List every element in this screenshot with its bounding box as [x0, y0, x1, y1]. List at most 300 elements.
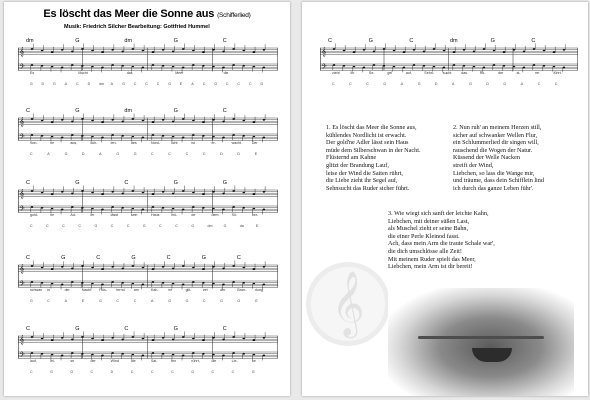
lyric-syllable: Bran- — [237, 288, 247, 292]
bass-note-name: C — [126, 224, 130, 228]
verse-line: die dich umschlösse alle Zeit! — [388, 247, 462, 255]
note-head — [513, 66, 516, 68]
bass-note-name: C — [554, 82, 558, 86]
lyric-syllable: Sil- — [231, 213, 237, 217]
note-head — [41, 50, 44, 52]
bass-note-name: G — [133, 152, 137, 156]
note-head — [31, 336, 34, 338]
note-head — [182, 336, 185, 338]
note-head — [182, 137, 185, 139]
note-head — [81, 353, 84, 355]
bass-note-name: G — [254, 299, 258, 303]
lyric-syllable-row — [18, 288, 278, 294]
chord-symbol: G — [368, 38, 373, 44]
verse-line: ein Schlummerlied dir singen will, — [453, 139, 539, 147]
note-head — [111, 352, 114, 354]
lyric-syllable: wacht. — [231, 141, 243, 145]
lyric-syllable: Son- — [30, 141, 38, 145]
note-head — [513, 49, 516, 51]
lyric-syllable: zet — [202, 288, 208, 292]
note-head — [172, 193, 175, 195]
verse-line: kühlendes Nordlicht ist erwacht. — [326, 131, 407, 139]
note-head — [192, 192, 195, 194]
chord-symbol: C — [328, 38, 332, 44]
clef-icon: 𝄞 — [321, 47, 327, 57]
note-head — [503, 65, 506, 67]
note-head — [91, 120, 94, 122]
lyric-syllable-row — [18, 359, 278, 365]
note-head — [232, 281, 235, 283]
note-head — [212, 119, 215, 121]
bass-note-name: C — [156, 82, 160, 86]
bass-note-name: G — [168, 299, 172, 303]
note-head — [172, 268, 175, 270]
bass-note-name: D — [260, 82, 264, 86]
note-head — [232, 265, 235, 267]
note-head — [132, 48, 135, 50]
bass-note-name: G — [214, 82, 218, 86]
note-head — [453, 64, 456, 66]
lyric-syllable: der — [220, 288, 226, 292]
note-head — [152, 352, 155, 354]
note-head — [142, 284, 145, 286]
verse-1 — [326, 124, 421, 192]
note-head — [162, 49, 165, 51]
note-head — [142, 137, 145, 139]
note-head — [31, 352, 34, 354]
note-head — [61, 119, 64, 121]
note-head — [152, 51, 155, 53]
bass-note-name: C — [202, 299, 206, 303]
note-head — [91, 338, 94, 340]
note-head — [353, 66, 356, 68]
note-head — [222, 193, 225, 195]
bass-note-name: G — [220, 299, 223, 303]
note-head — [463, 49, 466, 51]
lyric-syllable-row — [18, 141, 278, 147]
bass-note-name: G — [70, 370, 74, 374]
clef-icon: 𝄢 — [19, 133, 25, 143]
bass-note-name: C — [231, 370, 235, 374]
note-head — [172, 339, 175, 341]
bass-note-name: C — [248, 82, 252, 86]
note-head — [192, 64, 195, 66]
chord-symbol: G — [75, 326, 80, 332]
note-head — [553, 66, 556, 68]
bass-note-name: A — [64, 299, 67, 303]
lyric-syllable: löscht — [78, 71, 88, 75]
note-head — [212, 337, 215, 339]
note-head — [242, 207, 245, 209]
note-head — [121, 65, 124, 67]
lyric-syllable: gel — [387, 71, 393, 75]
lyric-syllable-row — [18, 71, 278, 77]
note-head — [192, 134, 195, 136]
chord-symbol: C — [124, 180, 129, 186]
note-head — [182, 284, 185, 286]
lyric-syllable: Sai- — [151, 359, 158, 363]
note-head — [111, 119, 114, 121]
note-head — [533, 64, 536, 66]
note-head — [263, 355, 266, 357]
lyric-syllable: Se- — [368, 71, 375, 75]
note-head — [192, 120, 195, 122]
note-head — [81, 190, 84, 192]
lyric-syllable: küh- — [90, 141, 98, 145]
note-head — [132, 118, 135, 120]
note-head — [132, 354, 135, 356]
note-head — [41, 207, 44, 209]
bass-note-name: C — [175, 224, 178, 228]
note-head — [202, 65, 205, 67]
bass-note-name: G — [99, 299, 102, 303]
note-head — [41, 135, 44, 137]
bass-note-name: C — [47, 299, 50, 303]
note-head — [232, 118, 235, 120]
bass-note-name: C — [332, 82, 335, 86]
note-head — [242, 267, 245, 269]
verse-line: glitzt der Brandung Lauf, — [326, 161, 389, 169]
note-head — [101, 209, 104, 211]
chord-symbol: G — [222, 180, 228, 186]
lyric-syllable: sucht — [442, 71, 452, 75]
chord-symbol: G — [75, 180, 80, 186]
note-head — [383, 48, 386, 50]
note-head — [483, 48, 486, 50]
chord-symbol: G — [61, 255, 66, 261]
note-head — [31, 134, 34, 136]
lyric-syllable: ler — [90, 213, 95, 217]
note-head — [31, 118, 34, 120]
chord-symbol: C — [236, 255, 241, 261]
lyric-syllable: glit- — [185, 288, 192, 292]
lyric-syllable: Es — [30, 71, 35, 75]
lyric-syllable: das — [461, 71, 468, 75]
chord-symbol: G — [173, 38, 178, 44]
bass-note-name: C — [30, 370, 33, 374]
note-head — [222, 209, 225, 211]
lyric-syllable: ber- — [251, 213, 259, 217]
chord-symbol: C — [96, 255, 101, 261]
note-head — [111, 337, 114, 339]
lyric-syllable: dung — [254, 288, 263, 292]
music-system-1 — [18, 38, 278, 90]
note-head — [121, 353, 124, 355]
note-head — [81, 265, 84, 267]
lyric-syllable: Nord- — [151, 141, 160, 145]
bass-note-name: A — [191, 82, 194, 86]
note-head — [121, 207, 124, 209]
note-head — [182, 118, 185, 120]
note-head — [232, 48, 235, 50]
note-head — [343, 50, 346, 52]
bass-note-name: C — [366, 82, 369, 86]
chord-symbol: G — [201, 255, 206, 261]
lyric-syllable: des — [130, 141, 137, 145]
lyric-syllable: ne — [50, 213, 55, 217]
note-head — [111, 206, 114, 208]
note-head — [152, 206, 155, 208]
lyric-syllable: ihr — [350, 71, 355, 75]
note-head — [111, 191, 114, 193]
note-head — [263, 191, 266, 193]
note-head — [111, 64, 114, 66]
verse-line: Mit meinem Ruder spielt das Meer, — [388, 255, 476, 263]
note-head — [41, 267, 44, 269]
note-head — [473, 51, 476, 53]
bass-note-name: D — [486, 82, 489, 86]
note-head — [423, 51, 426, 53]
chord-symbol: C — [26, 180, 30, 186]
bass-note-name: G — [191, 224, 195, 228]
verse-line: Liebchen, mit deiner süßen Last, — [388, 217, 470, 225]
note-head — [101, 51, 104, 53]
note-head — [162, 191, 165, 193]
treble-clef-icon: 𝄞 — [306, 262, 390, 346]
music-system-2 — [18, 108, 278, 160]
chord-symbol: dm — [124, 108, 133, 114]
lyric-syllable: lauf, — [30, 359, 37, 363]
note-head — [393, 50, 396, 52]
note-head — [41, 353, 44, 355]
bass-note-name: G — [191, 370, 195, 374]
note-head — [192, 338, 195, 340]
verse-line: rauschend die Wogen der Natur. — [453, 146, 533, 154]
note-head — [202, 51, 205, 53]
bass-note-name: G — [94, 224, 98, 228]
lyric-syllable: st- — [516, 71, 521, 75]
chord-symbol: G — [173, 108, 178, 114]
note-head — [162, 282, 165, 284]
lyric-syllable: licht — [171, 141, 178, 145]
note-head — [393, 66, 396, 68]
note-head — [202, 353, 205, 355]
bass-note-name: G — [53, 82, 56, 86]
bass-note-name: C — [185, 152, 189, 156]
bass-note-name: A — [99, 152, 102, 156]
bass-note-name: C — [30, 152, 33, 156]
note-head — [111, 49, 114, 51]
left-page — [4, 2, 290, 396]
note-head — [242, 353, 245, 355]
note-head — [71, 134, 74, 136]
note-head — [71, 268, 74, 270]
note-head — [463, 65, 466, 67]
note-head — [61, 355, 64, 357]
note-head — [142, 338, 145, 340]
song-title-text: Es löscht das Meer die Sonne aus — [43, 8, 215, 20]
note-head — [142, 120, 145, 122]
verse-line: sicher auf schwanker Wellen Flur, — [453, 131, 538, 139]
note-head — [121, 121, 124, 123]
note-head — [121, 51, 124, 53]
verse-line: 2. Nun ruh' an meinem Herzen still, — [453, 124, 542, 131]
note-head — [41, 338, 44, 340]
lyric-syllable: dem — [211, 213, 219, 217]
note-head — [242, 192, 245, 194]
note-head — [121, 339, 124, 341]
note-head — [232, 64, 235, 66]
note-head — [253, 121, 256, 123]
note-head — [222, 355, 225, 357]
lyric-syllable: gold- — [30, 213, 38, 217]
chord-symbol: C — [222, 38, 227, 44]
verse-line: ich durch das ganze Leben führ'. — [453, 184, 534, 192]
note-head — [192, 50, 195, 52]
bass-note-name-row — [18, 224, 278, 230]
note-head — [263, 209, 266, 211]
note-head — [31, 64, 34, 66]
note-head — [222, 137, 225, 139]
note-head — [101, 137, 104, 139]
note-head — [61, 67, 64, 69]
bass-note-name: G — [168, 82, 172, 86]
note-head — [403, 51, 406, 53]
lyric-syllable: er- — [211, 141, 216, 145]
verse-line: 3. Wie wiegt sich sanft der leichte Kahn, — [388, 210, 489, 217]
verse-line: Der gold'ne Adler lässt sein Haus — [326, 139, 409, 147]
verse-line: Flüsternd am Kahne — [326, 154, 377, 162]
lyric-syllable: Der — [251, 141, 258, 145]
note-head — [152, 134, 155, 136]
music-system-4 — [18, 255, 278, 307]
chord-symbol: C — [124, 326, 129, 332]
note-head — [242, 282, 245, 284]
note-head — [91, 267, 94, 269]
bass-note-name: G — [383, 82, 387, 86]
verse-line: die einer Perle Kleinod fasst. — [388, 232, 460, 240]
lyric-syllable: Lie- — [231, 359, 238, 363]
note-head — [182, 67, 185, 69]
clef-icon: 𝄞 — [19, 117, 25, 127]
lyric-syllable: der — [64, 288, 70, 292]
note-head — [61, 137, 64, 139]
bass-note-name: E — [254, 152, 258, 156]
note-head — [543, 65, 546, 67]
lyric-syllable: se — [70, 359, 75, 363]
note-head — [121, 268, 124, 270]
note-head — [91, 66, 94, 68]
chord-symbol: G — [131, 255, 136, 261]
note-head — [31, 48, 34, 50]
bass-note-name: G — [223, 224, 227, 228]
note-head — [222, 121, 225, 123]
bass-note-name: C — [76, 82, 79, 86]
note-head — [343, 65, 346, 67]
note-head — [363, 49, 366, 51]
chord-symbol: C — [222, 326, 227, 332]
bass-note-name: A — [400, 82, 403, 86]
bass-note-name: E — [81, 299, 85, 303]
note-head — [31, 206, 34, 208]
note-head — [413, 64, 416, 66]
note-head — [232, 352, 235, 354]
chord-symbol: dm — [450, 38, 458, 44]
bass-note-name: A — [110, 82, 114, 86]
verse-line: als Muschel zieht er seine Bahn, — [388, 225, 469, 233]
bass-note-name: C — [116, 299, 120, 303]
note-head — [443, 50, 446, 52]
bass-note-name: D — [81, 152, 85, 156]
verse-line: Liebchen, mein Arm ist dir bereit! — [388, 263, 473, 271]
bass-note-name: G — [116, 152, 120, 156]
note-head — [172, 121, 175, 123]
note-head — [162, 119, 165, 121]
lyric-syllable: be — [251, 359, 256, 363]
note-head — [383, 65, 386, 67]
lyric-syllable: Flüs- — [99, 288, 108, 292]
music-system-6 — [320, 38, 578, 90]
verse-2 — [453, 124, 544, 192]
note-head — [202, 282, 205, 284]
note-head — [71, 121, 74, 123]
note-head — [132, 208, 135, 210]
bass-note-name: C — [202, 82, 206, 86]
lyric-syllable: in — [47, 288, 51, 292]
note-head — [222, 284, 225, 286]
verse-line: streift der Wind, — [453, 161, 494, 169]
music-system-5 — [18, 326, 278, 378]
lyric-syllable: lei- — [50, 359, 55, 363]
bass-note-name: A — [452, 82, 455, 86]
lyric-syllable: de — [191, 213, 196, 217]
bass-note-name: C — [151, 370, 154, 374]
note-head — [263, 337, 266, 339]
bass-note-name: C — [62, 224, 65, 228]
note-head — [142, 267, 145, 269]
bass-note-name: G — [30, 82, 33, 86]
note-head — [523, 51, 526, 53]
note-head — [453, 51, 456, 53]
note-head — [222, 67, 225, 69]
note-head — [111, 134, 114, 136]
note-head — [192, 267, 195, 269]
note-head — [111, 281, 114, 283]
bass-note-name: C — [171, 370, 174, 374]
note-head — [533, 48, 536, 50]
note-head — [182, 48, 185, 50]
note-head — [142, 209, 145, 211]
note-head — [192, 281, 195, 283]
note-head — [202, 207, 205, 209]
note-head — [142, 355, 145, 357]
lyric-syllable: Wind — [110, 359, 119, 363]
note-head — [493, 64, 496, 66]
note-head — [31, 265, 34, 267]
note-head — [212, 66, 215, 68]
chord-symbol: G — [75, 38, 80, 44]
bass-note-name: C — [110, 224, 114, 228]
note-head — [132, 190, 135, 192]
note-head — [152, 268, 155, 270]
chord-symbol-row — [320, 38, 578, 46]
song-credits: Musik: Friedrich Silcher Bearbeitung: Gottfried Hummel — [64, 24, 210, 30]
note-head — [101, 268, 104, 270]
bass-note-name: da — [239, 224, 244, 228]
note-head — [61, 284, 64, 286]
note-head — [182, 355, 185, 357]
chord-symbol-row — [18, 180, 278, 188]
note-head — [563, 67, 566, 69]
clef-icon: 𝄞 — [19, 335, 25, 345]
lyric-syllable: ten — [171, 359, 177, 363]
lyric-syllable: rührt, — [191, 359, 200, 363]
lyric-syllable: Nacht. — [81, 288, 93, 292]
chord-symbol: G — [490, 38, 495, 44]
chord-symbol-row — [18, 326, 278, 334]
note-head — [242, 135, 245, 137]
lyric-syllable: mü- — [171, 213, 178, 217]
